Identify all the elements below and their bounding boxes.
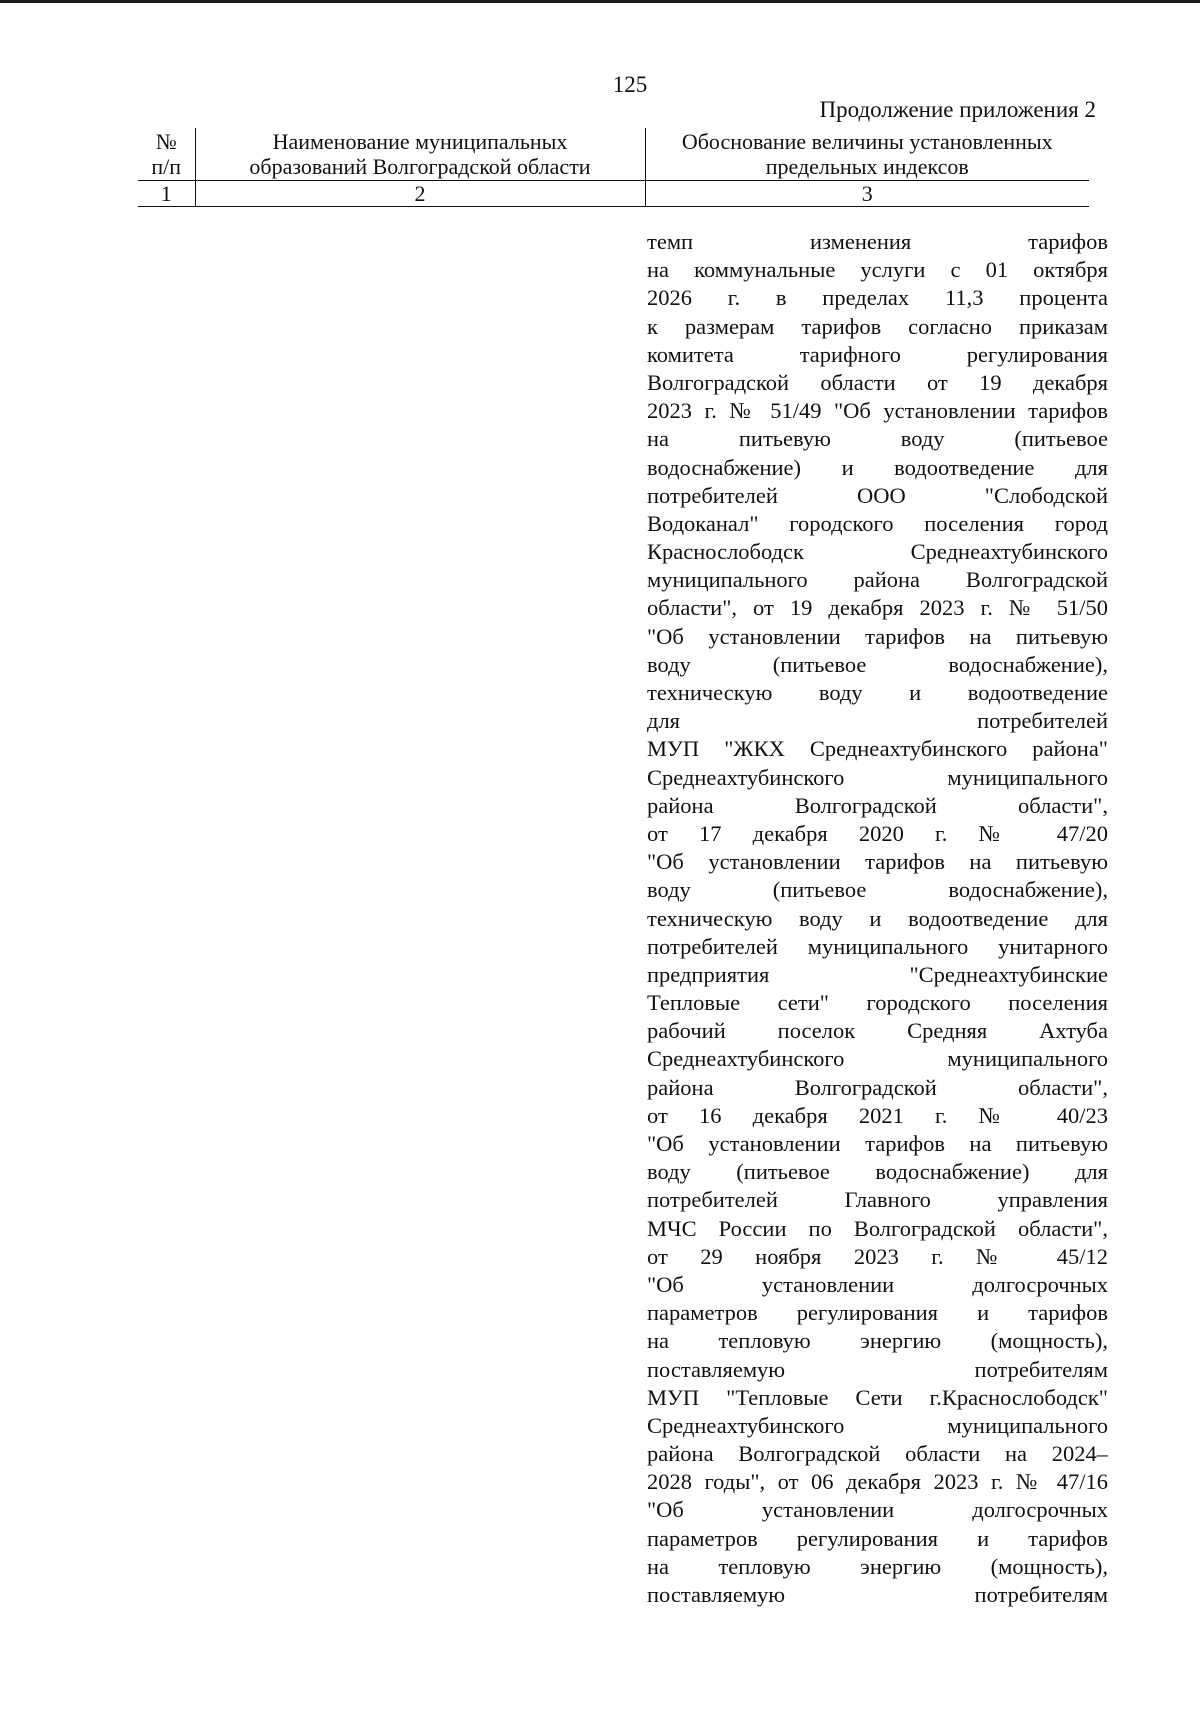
justification-line: параметров регулирования и тарифов — [647, 1300, 1108, 1326]
justification-line: муниципального района Волгоградской — [647, 567, 1108, 593]
justification-line: предприятия "Среднеахтубинские — [647, 961, 1108, 987]
justification-line: к размерам тарифов согласно приказам — [647, 313, 1108, 339]
column-number-1: 1 — [138, 181, 195, 207]
justification-line: 2023 г. № 51/49 "Об установлении тарифов — [647, 398, 1108, 424]
appendix-table-header — [138, 128, 1089, 207]
justification-line: потребителей муниципального унитарного — [647, 933, 1108, 959]
continuation-label: Продолжение приложения 2 — [819, 97, 1096, 122]
justification-line: комитета тарифного регулирования — [647, 341, 1108, 367]
justification-line: Среднеахтубинского муниципального — [647, 764, 1108, 790]
justification-line: района Волгоградской области", — [647, 792, 1108, 818]
justification-line: водоснабжение) и водоотведение для — [647, 454, 1108, 480]
justification-line: Среднеахтубинского муниципального — [647, 1412, 1108, 1438]
column-header-number-line1: № — [155, 129, 177, 154]
justification-text — [647, 228, 1108, 1609]
justification-line: Водоканал" городского поселения город — [647, 510, 1108, 536]
justification-line: Краснослободск Среднеахтубинского — [647, 539, 1108, 565]
justification-line: параметров регулирования и тарифов — [647, 1525, 1108, 1551]
justification-line: воду (питьевое водоснабжение) для — [647, 1159, 1108, 1185]
justification-line: "Об установлении тарифов на питьевую — [647, 623, 1108, 649]
justification-line: Волгоградской области от 19 декабря — [647, 369, 1108, 395]
justification-line: района Волгоградской области", — [647, 1074, 1108, 1100]
column-header-municipality-line1: Наименование муниципальных — [272, 129, 568, 154]
justification-line: от 16 декабря 2021 г. № 40/23 — [647, 1102, 1108, 1128]
justification-line: области", от 19 декабря 2023 г. № 51/50 — [647, 595, 1108, 621]
column-number-2: 2 — [195, 181, 645, 207]
justification-line: рабочий поселок Средняя Ахтуба — [647, 1018, 1108, 1044]
justification-line: воду (питьевое водоснабжение), — [647, 651, 1108, 677]
justification-line: "Об установлении тарифов на питьевую — [647, 849, 1108, 875]
column-header-justification-line1: Обоснование величины установленных — [681, 129, 1053, 154]
justification-line: потребителей Главного управления — [647, 1187, 1108, 1213]
scan-top-edge — [0, 0, 1200, 3]
justification-line: района Волгоградской области на 2024– — [647, 1441, 1108, 1467]
table-header-row — [138, 128, 1089, 181]
justification-line: от 17 декабря 2020 г. № 47/20 — [647, 820, 1108, 846]
page-number: 125 — [612, 72, 648, 97]
justification-line: 2026 г. в пределах 11,3 процента — [647, 285, 1108, 311]
column-header-number — [138, 128, 195, 181]
justification-line: на тепловую энергию (мощность), — [647, 1553, 1108, 1579]
justification-line: от 29 ноября 2023 г. № 45/12 — [647, 1243, 1108, 1269]
justification-line: темп изменения тарифов — [647, 229, 1108, 254]
justification-line: техническую воду и водоотведение для — [647, 905, 1108, 931]
justification-line: МЧС России по Волгоградской области", — [647, 1215, 1108, 1241]
column-header-municipality-line2: образований Волгоградской области — [249, 154, 591, 179]
justification-line: потребителей ООО "Слободской — [647, 482, 1108, 508]
justification-line: поставляемую потребителям — [647, 1356, 1108, 1382]
column-number-row — [138, 181, 1089, 207]
column-header-number-line2: п/п — [151, 154, 182, 179]
justification-line: "Об установлении тарифов на питьевую — [647, 1131, 1108, 1156]
justification-line: МУП "ЖКХ Среднеахтубинского района" — [647, 736, 1108, 762]
justification-line: 2028 годы", от 06 декабря 2023 г. № 47/16 — [647, 1469, 1108, 1495]
justification-line: "Об установлении долгосрочных — [647, 1497, 1108, 1523]
justification-line: Тепловые сети" городского поселения — [647, 990, 1108, 1016]
column-header-justification-line2: предельных индексов — [765, 154, 969, 179]
column-header-municipality — [195, 128, 645, 181]
justification-line: воду (питьевое водоснабжение), — [647, 877, 1108, 903]
justification-line: МУП "Тепловые Сети г.Краснослободск" — [647, 1384, 1108, 1410]
justification-line: на тепловую энергию (мощность), — [647, 1328, 1108, 1354]
justification-line: "Об установлении долгосрочных — [647, 1271, 1108, 1297]
justification-line: на коммунальные услуги с 01 октября — [647, 257, 1108, 283]
justification-line: Среднеахтубинского муниципального — [647, 1046, 1108, 1072]
justification-line: поставляемую потребителям — [647, 1582, 1108, 1607]
column-header-justification — [645, 128, 1089, 181]
column-number-3: 3 — [645, 181, 1089, 207]
justification-line: техническую воду и водоотведение — [647, 680, 1108, 705]
justification-line: на питьевую воду (питьевое — [647, 426, 1108, 452]
justification-line: для потребителей — [647, 708, 1108, 734]
